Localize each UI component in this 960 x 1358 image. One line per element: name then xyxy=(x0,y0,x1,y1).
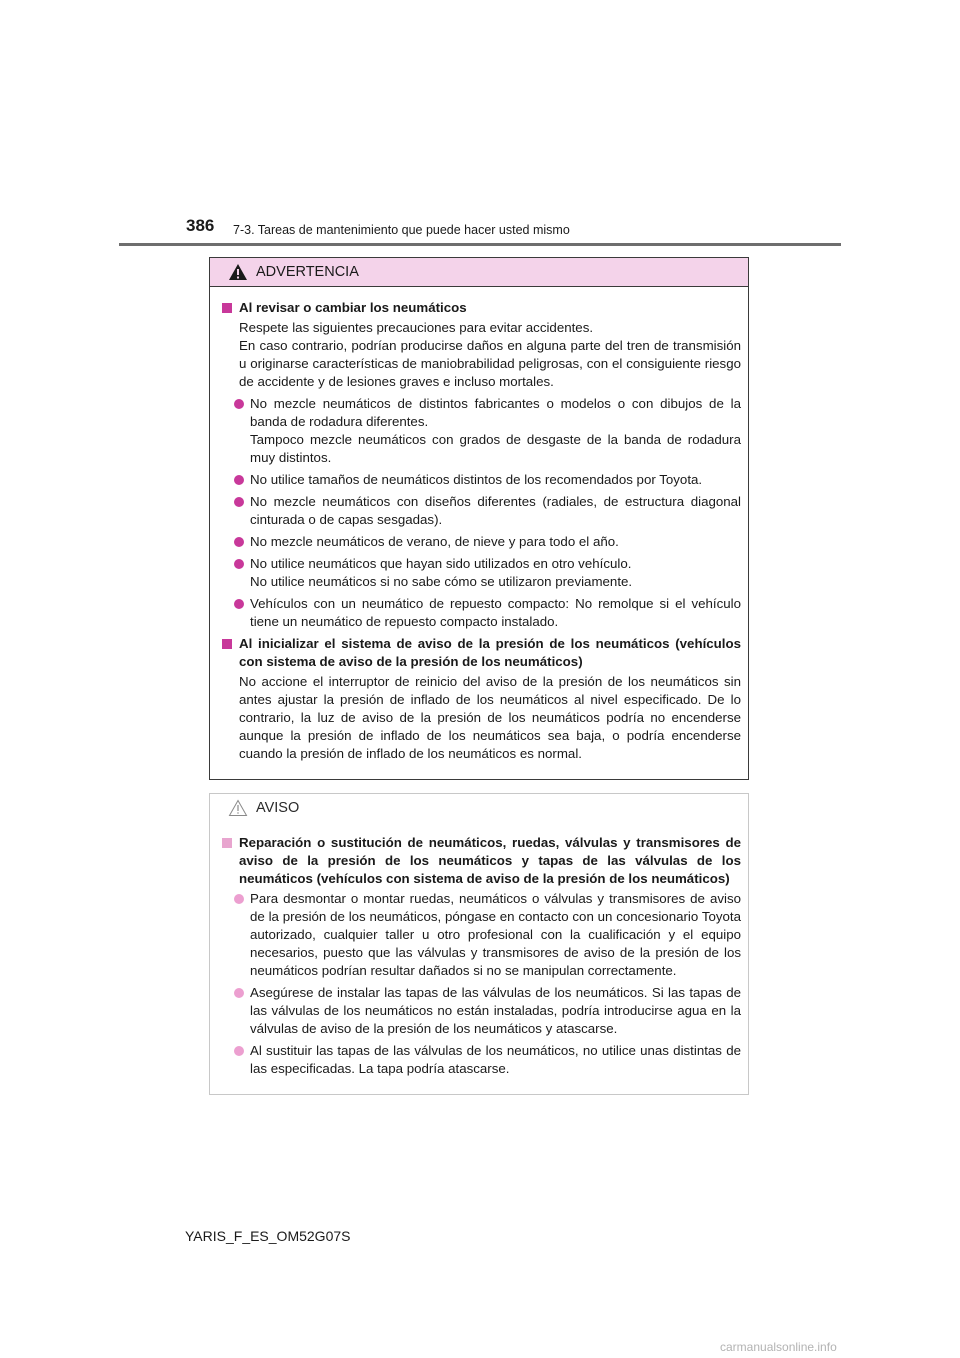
list-item: Vehículos con un neumático de repuesto compacto: No remolque si el vehículo tiene un neumático de repuesto compacto instalado. xyxy=(234,595,741,631)
warning-box xyxy=(209,257,749,780)
round-bullet-icon xyxy=(234,1046,244,1056)
list-item: No mezcle neumáticos de verano, de nieve y para todo el año. xyxy=(234,533,741,551)
list-item: Para desmontar o montar ruedas, neumáticos o válvulas y transmisores de aviso de la presión de los neumáticos, póngase en contacto con un concesionario Toyota autorizado, cualquier taller u otro profesional con la cualificación y el equipo necesarios, puesto que las válvulas y transmisores de aviso de la presión de los neumáticos podrían resultar dañados si no se manipulan correctamente. xyxy=(234,890,741,980)
round-bullet-icon xyxy=(234,988,244,998)
square-bullet-icon xyxy=(222,303,232,313)
list-item: No mezcle neumáticos de distintos fabricantes o modelos o con dibujos de la banda de rodadura diferentes. Tampoco mezcle neumáticos con grados de desgaste de la banda de rodadura muy distintos. xyxy=(234,395,741,467)
round-bullet-icon xyxy=(234,559,244,569)
warning-header xyxy=(210,258,748,287)
page-number: 386 xyxy=(186,216,215,235)
watermark: carmanualsonline.info xyxy=(720,1340,837,1354)
round-bullet-icon xyxy=(234,537,244,547)
square-bullet-icon xyxy=(222,838,232,848)
round-bullet-icon xyxy=(234,497,244,507)
notice-header xyxy=(210,794,748,822)
section-title: 7-3. Tareas de mantenimiento que puede hacer usted mismo xyxy=(233,223,570,237)
round-bullet-icon xyxy=(234,475,244,485)
caution-triangle-icon xyxy=(228,799,256,817)
list-item: No utilice tamaños de neumáticos distintos de los recomendados por Toyota. xyxy=(234,471,741,489)
list-item: No mezcle neumáticos con diseños diferentes (radiales, de estructura diagonal cinturada o de capas sesgadas). xyxy=(234,493,741,529)
notice-box xyxy=(209,793,749,1095)
list-item: Asegúrese de instalar las tapas de las válvulas de los neumáticos. Si las tapas de las válvulas de los neumáticos no están instaladas, podría introducirse agua en la válvulas de aviso de la presión de los neumáticos y atascarse. xyxy=(234,984,741,1038)
header-rule xyxy=(119,243,841,246)
warning-title: ADVERTENCIA xyxy=(256,264,359,280)
list-item: No utilice neumáticos que hayan sido utilizados en otro vehículo. No utilice neumáticos si no sabe cómo se utilizaron previamente. xyxy=(234,555,741,591)
warning-heading-1: Al revisar o cambiar los neumáticos xyxy=(222,299,741,317)
notice-title: AVISO xyxy=(256,800,300,816)
warning-paragraph-1: Respete las siguientes precauciones para evitar accidentes. En caso contrario, podrían producirse daños en alguna parte del tren de transmisión u originarse características de maniobrabilidad peligrosas, con el consiguiente riesgo de accidente y de lesiones graves e incluso mortales. xyxy=(239,320,741,389)
warning-triangle-icon xyxy=(228,263,256,281)
notice-heading: Reparación o sustitución de neumáticos, ruedas, válvulas y transmisores de aviso de la presión de los neumáticos y tapas de las válvulas de los neumáticos (vehículos con sistema de aviso de la presión de los neumáticos) xyxy=(222,834,741,888)
list-item: Al sustituir las tapas de las válvulas de los neumáticos, no utilice unas distintas de las especificadas. La tapa podría atascarse. xyxy=(234,1042,741,1078)
document-code: YARIS_F_ES_OM52G07S xyxy=(185,1228,351,1244)
square-bullet-icon xyxy=(222,639,232,649)
round-bullet-icon xyxy=(234,894,244,904)
warning-paragraph-2: No accione el interruptor de reinicio del aviso de la presión de los neumáticos sin antes ajustar la presión de inflado de los neumáticos al nivel especificado. De lo contrario, la luz de aviso de la presión de los neumáticos podría no encenderse aunque la presión de inflado de los neumáticos sea baja, o podría encenderse cuando la presión de inflado de los neumáticos es normal. xyxy=(239,674,741,761)
round-bullet-icon xyxy=(234,399,244,409)
warning-heading-2: Al inicializar el sistema de aviso de la presión de los neumáticos (vehículos con sistema de aviso de la presión de los neumáticos) xyxy=(222,635,741,671)
round-bullet-icon xyxy=(234,599,244,609)
